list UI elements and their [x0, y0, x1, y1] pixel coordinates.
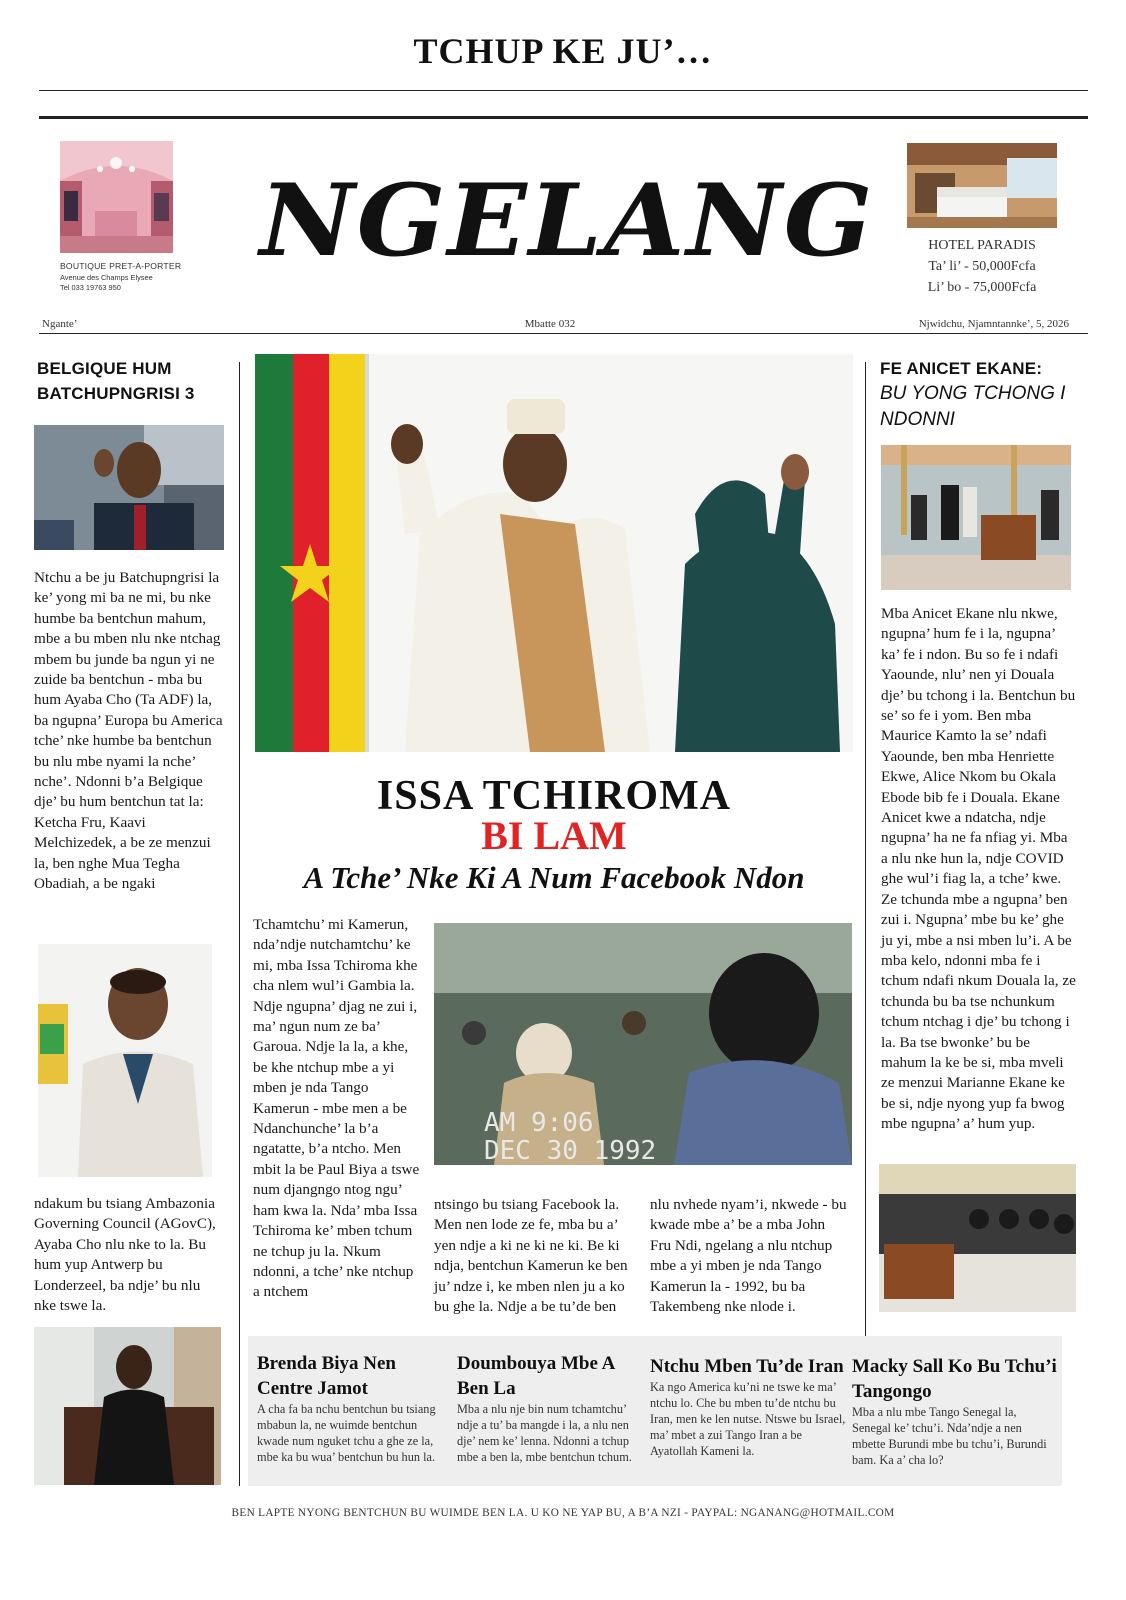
brief-4-text: Mba a nlu mbe Tango Senegal la, Senegal ke’ tchu’i. Nda’ndje a nen mbette Burundi mbe bu tchu’i, Burundi bam. Ka a’ cha lo? — [852, 1405, 1047, 1467]
right-article-photo-2 — [879, 1164, 1076, 1312]
lead-body-col-3: nlu nvhede nyam’i, nkwede - bu kwade mbe a’ be a mba John Fru Ndi, ngelang a nlu ntchup mbe a yi mben je nda Tango Kamerun la - 1992, bu ba Takembeng nke nlode i. — [650, 1196, 847, 1316]
right-article-body: Mba Anicet Ekane nlu nkwe, ngupna’ hum fe i la, ngupna’ ka’ fe i ndon. Bu so fe i ndafi Yaounde, nlu’ nen yi Douala dje’ bu tchong i la. Bentchun bu se’ so fe i yom. Ben mba Maurice Kamto la se’ ndafi Yaounde, ben mba Henriette Ekwe, Alice Nkom bu Okala Ebode bib fe i Douala. Ekane Anicet kwe a ndatcha, ndje ngupna’ ha ne fa nfiag yi. Mba a nlu nke hun la, ndje COVID ghe wul’i fiag la, a tche’ kwe. Ze tchunda mbe a ngupna’ ben zui i. Ngupna’ mbe bu ke’ ghe ju yi, mbe a nsi mben lu’i. A be mba kelo, ndonni mba fe i tchum ndafi nkum Douala la, ze tchunda bu ba tse nchunkum tchum ntchag i dje’ bu tchong i la. Ba tse bwonke’ bu be mahum la ke be si, mba mveli ze menzui Marianne Ekane ke be si, ndje nyong yup fa bwog mbe ngupna’ a’ hum yup. — [881, 605, 1076, 1133]
lead-body-col-1: Tchamtchu’ mi Kamerun, nda’ndje nutchamtchu’ ke mi, mba Issa Tchiroma khe cha nlem wul’i Gambia la. Ndje ngupna’ djag ne zui i, ma’ ngun num ze ba’ Garoua. Ndje la la, a khe, be khe ntchup mbe a yi mben je nda Tango Kamerun - mbe men a be Ndanchunche’ la b’a ngatatte, b’a ntcho. Men mbit la be Paul Biya a tswe num djangngo ntog ngu’ ham kwa la. Nda’ mba Issa Tchiroma ke’ mben tchum ne tchup ju la. Nkum ndonni, a tche’ nke ntchup a ntchem — [253, 916, 420, 1301]
meta-rule — [39, 333, 1088, 334]
brief-3 — [650, 1354, 846, 1459]
hotel-rate-short: Ta’ li’ - 50,000Fcfa — [928, 259, 1036, 274]
right-column-rule — [865, 362, 866, 1486]
hotel-name: HOTEL PARADIS — [928, 238, 1036, 253]
top-rule — [39, 90, 1088, 91]
brief-4-title: Macky Sall Ko Bu Tchu’i Tangongo — [852, 1356, 1057, 1402]
issue-date: Njwidchu, Njamntannke’, 5, 2026 — [918, 318, 1069, 330]
lead-body-col-2: ntsingo bu tsiang Facebook la. Men nen lode ze fe, mba bu a’ yen ndje a ki ne ki ne ki. Be ki ndja, bentchun Kamerun ke ben ju’ ndze i, ke mben nlen ju a ko bu ghe la. Ndje a be tu’de ben — [434, 1196, 628, 1316]
brief-3-title: Ntchu Mben Tu’de Iran — [650, 1356, 844, 1377]
brief-1 — [257, 1351, 447, 1465]
boutique-ad-photo — [60, 141, 173, 253]
brief-3-text: Ka ngo America ku’ni ne tswe ke ma’ ntchu lo. Che bu mben tu’de ntchu bu Iran, men ke len nutse. Ntswe bu Israel, ma’ mbet a zui Tango Iran a be Ayatollah Kameni la. — [650, 1380, 846, 1458]
footer-donation-note: BEN LAPTE NYONG BENTCHUN BU WUIMDE BEN LA. U KO NE YAP BU, A B’A NZI - PAYPAL: NGANANG@HOTMAIL.COM — [231, 1507, 895, 1519]
lead-headline: ISSA TCHIROMA — [376, 773, 732, 819]
brief-2-title: Doumbouya Mbe A Ben La — [457, 1353, 615, 1399]
slogan: TCHUP KE JU’… — [413, 31, 713, 71]
masthead-rule — [39, 116, 1088, 119]
boutique-address: Avenue des Champs Elysee — [60, 273, 153, 282]
left-article-body-2: ndakum bu tsiang Ambazonia Governing Council (AGovC), Ayaba Cho nlu nke to la. Bu hum yup Antwerp bu Londerzeel, ba ndje’ bu nlu nke tswe la. — [34, 1195, 216, 1315]
lead-subheadline: A Tche’ Nke Ki A Num Facebook Ndon — [303, 860, 805, 895]
brief-1-text: A cha fa ba nchu bentchun bu tsiang mbabun la, ne wuimde bentchun kwade num nguket tchu a ghe ze la, mbe ka bu wua’ bentchun bu hun la. — [257, 1402, 436, 1464]
masthead-title: NGELANG — [259, 162, 875, 279]
left-article-heading: BELGIQUE HUM BATCHUPNGRISI 3 — [37, 359, 195, 403]
lead-story-photo — [255, 354, 853, 752]
archive-video-still — [434, 923, 852, 1165]
right-article-heading: FE ANICET EKANE: — [880, 359, 1043, 378]
left-article-photo-3 — [34, 1327, 221, 1485]
video-time-text: AM 9:06 — [484, 1108, 594, 1138]
left-article-photo-1 — [34, 425, 224, 550]
brief-4 — [852, 1354, 1057, 1468]
issue-location: Ngante’ — [42, 318, 78, 330]
hotel-ad-photo — [907, 143, 1057, 228]
issue-number: Mbatte 032 — [524, 318, 576, 330]
brief-2 — [457, 1351, 643, 1465]
left-article-photo-2 — [38, 944, 212, 1177]
brief-1-title: Brenda Biya Nen Centre Jamot — [257, 1353, 397, 1399]
brief-2-text: Mba a nlu nje bin num tchamtchu’ ndje a tu’ ba mangde i la, a nlu nen dje’ nem ke’ lenna. Ndonni a tchup mbe a ben la, mbe bentchun tchum. — [457, 1402, 632, 1464]
left-article-body-1: Ntchu a be ju Batchupngrisi la ke’ yong mi ba ne mi, bu nke humbe ba bentchun mahum, mbe a bu mben nlu nke ntchag mbem bu junde ba ngun yi ne zuide ba bentchun - mba bu hum Ayaba Cho (Ta ADF) la, ba ngupna’ Europa bu America tche’ nke humbe ba bentchun bu nlu mbe nyami la nche’ nche’. Ndonni b’a Belgique dje’ bu hum bentchun tat la: Ketcha Fru, Kaavi Melchizedek, a be ze menzui la, ben nghe Mua Tegha Obadiah, a be ngaki — [34, 569, 223, 893]
right-article-photo-1 — [881, 445, 1071, 590]
lead-headline-red: BI LAM — [481, 813, 627, 858]
boutique-name: BOUTIQUE PRET-A-PORTER — [60, 261, 182, 271]
video-date-text: DEC 30 1992 — [484, 1136, 657, 1165]
left-column-rule — [239, 362, 240, 1486]
right-article-subheading: BU YONG TCHONG I NDONNI — [880, 383, 1066, 430]
hotel-rate-long: Li’ bo - 75,000Fcfa — [927, 280, 1037, 295]
boutique-phone: Tel 033 19763 950 — [60, 283, 121, 292]
